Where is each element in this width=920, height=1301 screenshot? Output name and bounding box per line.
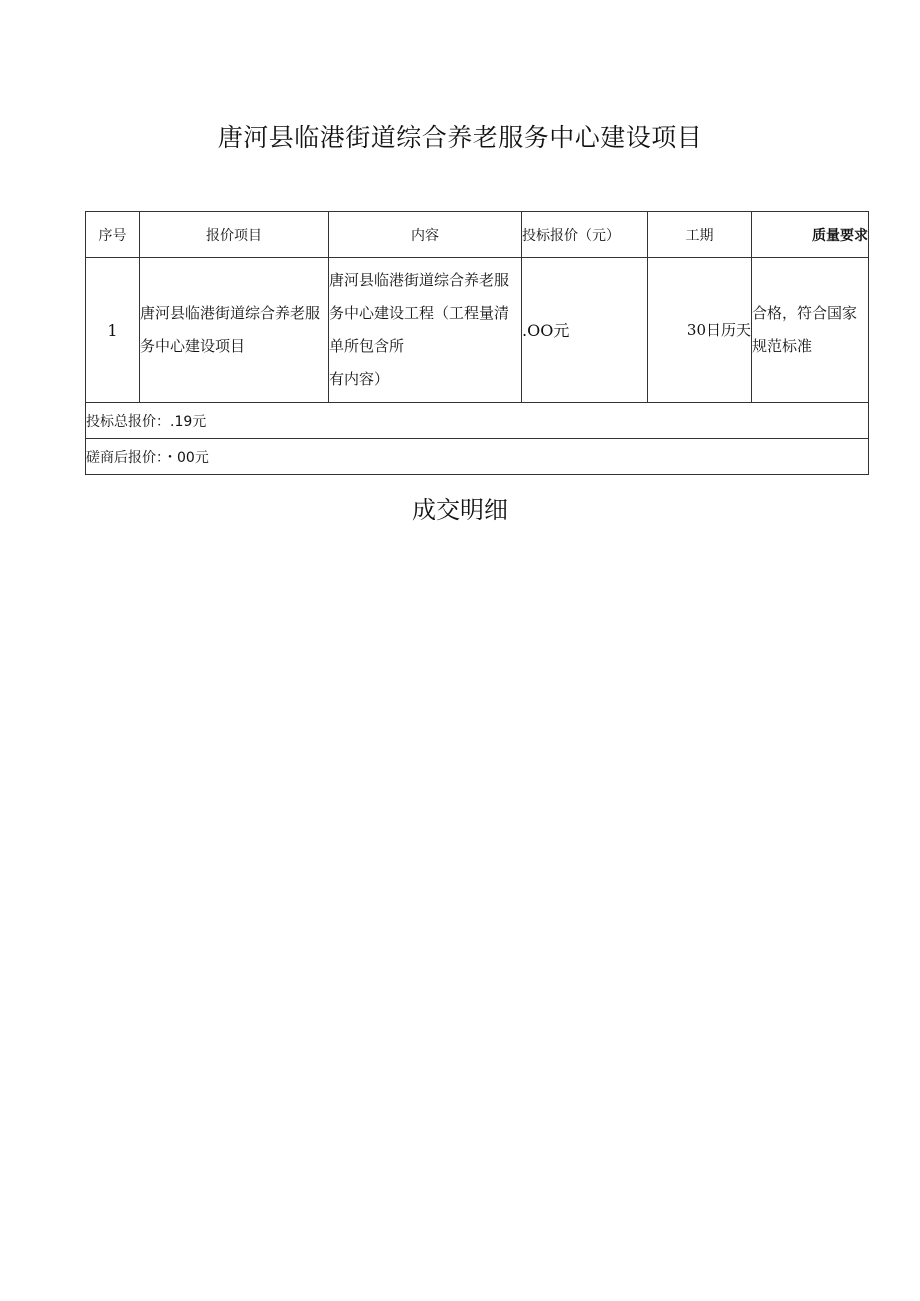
header-content: 内容 [329, 212, 522, 258]
header-seq: 序号 [86, 212, 140, 258]
table-row [86, 258, 869, 403]
cell-item: 唐河县临港街道综合养老服务中心建设项目 [140, 258, 329, 403]
cell-seq: 1 [86, 258, 140, 403]
negotiated-price: 磋商后报价：・00元 [86, 439, 869, 475]
header-item: 报价项目 [140, 212, 329, 258]
cell-content-line2: 有内容） [329, 370, 390, 388]
cell-period: 30日历天 [648, 258, 752, 403]
section-subtitle: 成交明细 [412, 496, 508, 524]
total-bid-row [86, 403, 869, 439]
table-header-row [86, 212, 869, 258]
negotiated-price-row [86, 439, 869, 475]
cell-price: .OO元 [522, 258, 648, 403]
header-quality: 质量要求 [752, 212, 869, 258]
page-title: 唐河县临港街道综合养老服务中心建设项目 [217, 123, 703, 152]
header-price: 投标报价（元） [522, 212, 648, 258]
cell-content-line1: 唐河县临港街道综合养老服务中心建设工程（工程量清单所包含所 [329, 271, 510, 355]
total-bid: 投标总报价：.19元 [86, 403, 869, 439]
cell-content [329, 258, 522, 403]
cell-quality: 合格，符合国家规范标准 [752, 258, 869, 403]
price-table [85, 211, 869, 475]
header-period: 工期 [648, 212, 752, 258]
